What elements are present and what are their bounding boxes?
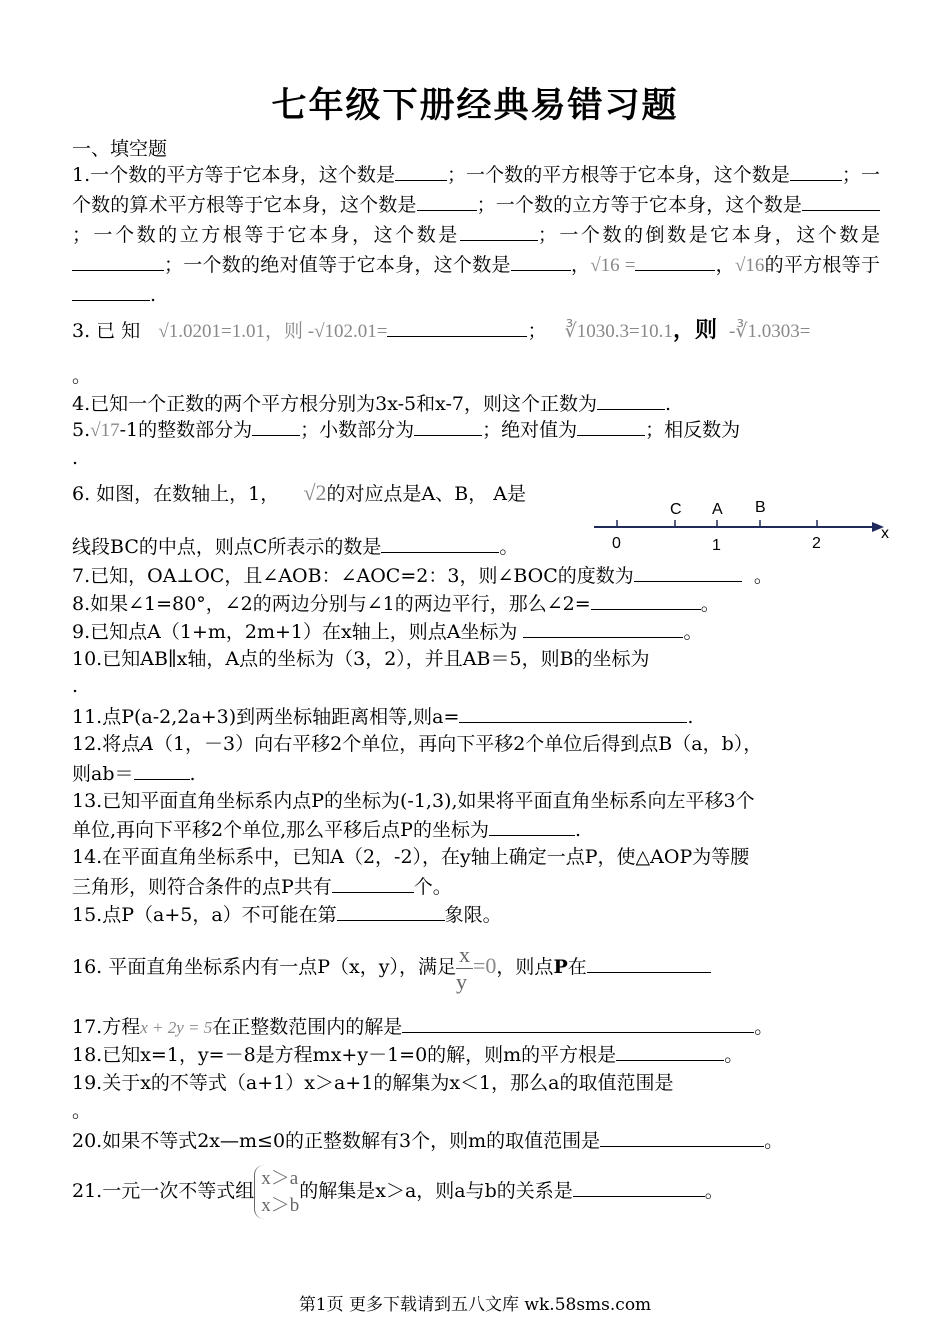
question-15: 15.点P（a+5，a）不可能在第 象限。 <box>72 900 880 930</box>
answer-blank[interactable] <box>790 160 842 181</box>
label-a: A <box>712 501 723 518</box>
page-footer: 第1页 更多下载请到五八文库 wk.58sms.com <box>298 1295 652 1315</box>
label-0: 0 <box>612 535 621 552</box>
question-7: 7.已知，OA⊥OC，且∠AOB：∠AOC=2：3，则∠BOC的度数为 。 <box>72 561 880 591</box>
answer-blank[interactable] <box>72 250 164 271</box>
answer-blank[interactable] <box>402 1012 754 1033</box>
answer-blank[interactable] <box>489 815 575 836</box>
label-2: 2 <box>812 535 821 552</box>
inequality-system: x＞a x＞b <box>254 1165 299 1219</box>
answer-blank[interactable] <box>72 280 150 301</box>
question-5: 5.√17-1的整数部分为 ；小数部分为 ；绝对值为 ；相反数为 <box>72 415 880 445</box>
answer-blank[interactable] <box>332 872 414 893</box>
answer-blank[interactable] <box>417 190 477 211</box>
answer-blank[interactable] <box>577 415 645 436</box>
answer-blank[interactable] <box>459 702 687 723</box>
answer-blank[interactable] <box>616 1040 724 1061</box>
label-b: B <box>755 499 766 516</box>
answer-blank[interactable] <box>395 160 447 181</box>
label-c: C <box>670 501 682 518</box>
answer-blank[interactable] <box>523 617 683 638</box>
number-line-figure <box>590 494 890 554</box>
answer-blank[interactable] <box>634 561 742 582</box>
answer-blank[interactable] <box>597 389 665 410</box>
question-8: 8.如果∠1=80°，∠2的两边分别与∠1的两边平行，那么∠2= 。 <box>72 589 880 619</box>
question-17: 17.方程x + 2y = 5在正整数范围内的解是 。 <box>72 1012 880 1042</box>
question-9: 9.已知点A（1+m，2m+1）在x轴上，则点A坐标为 。 <box>72 617 880 647</box>
answer-blank[interactable] <box>587 952 711 973</box>
question-13-line2: 单位,再向下平移2个单位,那么平移后点P的坐标为 . <box>72 815 880 845</box>
question-14: 14.在平面直角坐标系中，已知A（2，-2），在y轴上确定一点P，使△AOP为等腰 <box>72 846 750 868</box>
answer-blank[interactable] <box>802 190 880 211</box>
answer-blank[interactable] <box>414 415 482 436</box>
question-10-end: . <box>72 675 79 697</box>
question-19: 19.关于x的不等式（a+1）x＞a+1的解集为x＜1，那么a的取值范围是 <box>72 1072 674 1094</box>
question-4: 4.已知一个正数的两个平方根分别为3x-5和x-7，则这个正数为 . <box>72 389 880 419</box>
section-heading: 一、填空题 <box>72 138 168 160</box>
answer-blank[interactable] <box>591 589 701 610</box>
question-12-line2: 则ab＝ . <box>72 759 880 789</box>
answer-blank[interactable] <box>511 250 571 271</box>
answer-blank[interactable] <box>381 532 499 553</box>
fraction-x-over-y: $\frac{x}{y}$ <box>456 942 473 995</box>
page-title: 七年级下册经典易错习题 <box>271 85 679 126</box>
label-x: x <box>881 525 889 542</box>
question-16: 16. 平面直角坐标系内有一点P（x，y），满足 $\frac{x}{y}$ =0，则点P在 <box>72 938 880 995</box>
question-21: 21.一元一次不等式组 x＞a x＞b 的解集是x＞a，则a与b的关系是 。 <box>72 1164 880 1219</box>
question-5-end: . <box>72 447 79 469</box>
answer-blank[interactable] <box>134 759 190 780</box>
answer-blank[interactable] <box>573 1176 705 1197</box>
question-1: 1.一个数的平方等于它本身，这个数是 ；一个数的平方根等于它本身，这个数是 ；一个数的算术平方根等于它本身，这个数是 ；一个数的立方等于它本身，这个数是；一个数的立方根等于它本身，这个数是 ；一个数的倒数是它本身，这个数是；一个数的绝对值等于它本身，这个数是 ，√16 = ，√16的平方根等于. <box>72 160 880 310</box>
label-1: 1 <box>712 537 721 554</box>
question-19-end: 。 <box>72 1100 92 1122</box>
question-18: 18.已知x=1，y=－8是方程mx+y－1=0的解，则m的平方根是 。 <box>72 1040 880 1070</box>
question-6-line2: 线段BC的中点，则点C所表示的数是 。 <box>72 532 572 562</box>
answer-blank[interactable] <box>337 900 445 921</box>
answer-blank[interactable] <box>460 220 538 241</box>
sqrt16-expression: √16 <box>734 255 765 276</box>
question-14-line2: 三角形，则符合条件的点P共有 个。 <box>72 872 880 902</box>
question-10: 10.已知AB∥x轴，A点的坐标为（3，2），并且AB＝5，则B的坐标为 <box>72 648 650 670</box>
question-6: 6. 如图，在数轴上，1， √2的对应点是A、B， A是 <box>72 480 526 505</box>
question-20: 20.如果不等式2x—m≤0的正整数解有3个，则m的取值范围是 。 <box>72 1126 880 1156</box>
question-12: 12.将点A（1，－3）向右平移2个单位，再向下平移2个单位后得到点B（a，b）， <box>72 733 763 755</box>
question-3: 3. 已 知 √1.0201=1.01，则 -√102.01= ； ∛1030.3=10.1，则 -∛1.0303= <box>72 317 811 343</box>
question-11: 11.点P(a-2,2a+3)到两坐标轴距离相等,则a= . <box>72 702 880 732</box>
answer-blank[interactable] <box>600 1126 764 1147</box>
sqrt16-expression: √16 = <box>590 255 636 276</box>
question-13: 13.已知平面直角坐标系内点P的坐标为(-1,3),如果将平面直角坐标系向左平移3个 <box>72 790 755 812</box>
question-3-end: 。 <box>72 365 92 387</box>
answer-blank[interactable] <box>635 250 715 271</box>
answer-blank[interactable] <box>252 415 300 436</box>
answer-blank[interactable] <box>387 316 527 337</box>
